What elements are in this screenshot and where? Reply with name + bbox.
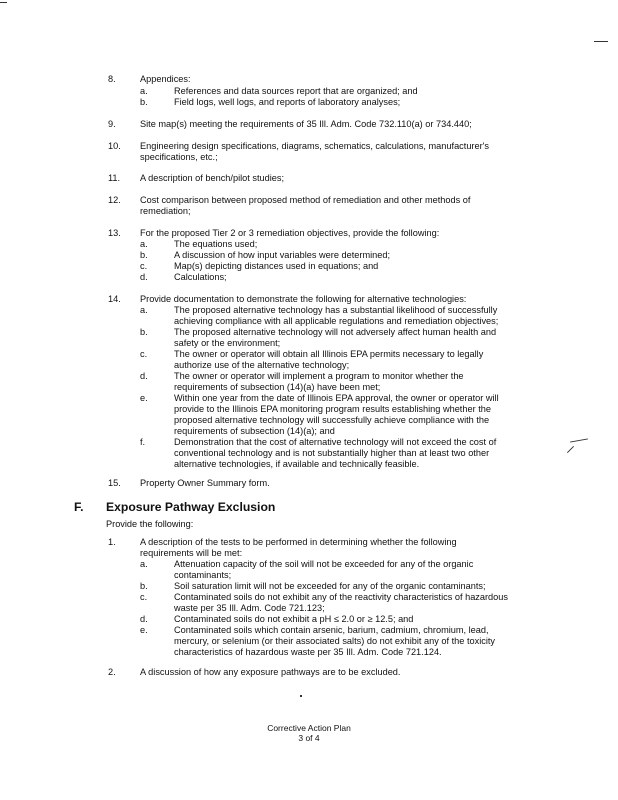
item-number: 11. xyxy=(108,173,121,183)
item-number: 2. xyxy=(108,667,116,677)
item-text: Engineering design specifications, diagrams, schematics, calculations, manufacturer's xyxy=(140,141,490,151)
sub-label: b. xyxy=(140,250,148,260)
sub-text: Soil saturation limit will not be exceeded for any of the organic contaminants; xyxy=(174,581,486,591)
sub-text: Contaminated soils do not exhibit a pH ≤ 2.0 or ≥ 12.5; and xyxy=(174,614,414,624)
sub-text: The owner or operator will implement a program to monitor whether the xyxy=(174,371,464,381)
sub-text: The proposed alternative technology has a substantial likelihood of successfully xyxy=(174,305,498,315)
sub-text: Map(s) depicting distances used in equations; and xyxy=(174,261,379,271)
item-text: Property Owner Summary form. xyxy=(140,478,270,488)
item-number: 8. xyxy=(108,74,116,84)
sub-label: f. xyxy=(140,437,146,447)
sub-text: A discussion of how input variables were determined; xyxy=(174,250,391,260)
sub-label: b. xyxy=(140,581,148,591)
scan-mark xyxy=(594,41,608,42)
item-text: requirements will be met: xyxy=(140,548,243,558)
sub-label: a. xyxy=(140,86,148,96)
item-text: A description of the tests to be performed in determining whether the following xyxy=(140,537,457,547)
sub-text: provide to the Illinois EPA monitoring program results establishing whether the xyxy=(174,404,491,414)
sub-text: Contaminated soils which contain arsenic, barium, cadmium, chromium, lead, xyxy=(174,625,489,635)
sub-label: d. xyxy=(140,272,148,282)
sub-text: achieving compliance with all applicable regulations and remediation objectives; xyxy=(174,316,499,326)
item-text: Cost comparison between proposed method of remediation and other methods of xyxy=(140,195,471,205)
section-letter: F. xyxy=(74,500,84,514)
sub-text: waste per 35 Ill. Adm. Code 721.123; xyxy=(174,603,325,613)
sub-label: a. xyxy=(140,559,148,569)
sub-label: e. xyxy=(140,393,148,403)
sub-text: mercury, or selenium (or their associated salts) do not exhibit any of the toxicity xyxy=(174,636,496,646)
item-text: remediation; xyxy=(140,206,191,216)
item-text: specifications, etc.; xyxy=(140,152,218,162)
sub-text: proposed alternative technology will successfully achieve compliance with the xyxy=(174,415,490,425)
item-number: 1. xyxy=(108,537,116,547)
sub-text: Within one year from the date of Illinois EPA approval, the owner or operator will xyxy=(174,393,499,403)
item-text: Site map(s) meeting the requirements of 35 Ill. Adm. Code 732.110(a) or 734.440; xyxy=(140,119,472,129)
item-text: A discussion of how any exposure pathways are to be excluded. xyxy=(140,667,401,677)
sub-label: a. xyxy=(140,239,148,249)
sub-label: e. xyxy=(140,625,148,635)
footer-title: Corrective Action Plan xyxy=(267,723,351,733)
scan-mark xyxy=(570,438,588,442)
sub-text: The owner or operator will obtain all Illinois EPA permits necessary to legally xyxy=(174,349,484,359)
sub-text: authorize use of the alternative technology; xyxy=(174,360,350,370)
item-number: 12. xyxy=(108,195,121,205)
sub-text: The equations used; xyxy=(174,239,258,249)
sub-text: contaminants; xyxy=(174,570,232,580)
sub-text: Attenuation capacity of the soil will not be exceeded for any of the organic xyxy=(174,559,474,569)
sub-text: Field logs, well logs, and reports of laboratory analyses; xyxy=(174,97,401,107)
item-text: Provide documentation to demonstrate the following for alternative technologies: xyxy=(140,294,467,304)
sub-text: conventional technology and is not substantially higher than at least two other xyxy=(174,448,490,458)
item-number: 14. xyxy=(108,294,121,304)
sub-label: b. xyxy=(140,97,148,107)
sub-label: c. xyxy=(140,349,148,359)
sub-text: requirements of subsection (14)(a) have been met; xyxy=(174,382,381,392)
sub-label: c. xyxy=(140,592,148,602)
sub-label: d. xyxy=(140,614,148,624)
sub-label: d. xyxy=(140,371,148,381)
item-text: Appendices: xyxy=(140,74,191,84)
sub-label: b. xyxy=(140,327,148,337)
scan-mark xyxy=(567,446,574,453)
item-number: 10. xyxy=(108,141,121,151)
sub-text: Calculations; xyxy=(174,272,227,282)
section-title: Exposure Pathway Exclusion xyxy=(106,500,276,514)
sub-text: Demonstration that the cost of alternative technology will not exceed the cost of xyxy=(174,437,497,447)
item-text: For the proposed Tier 2 or 3 remediation objectives, provide the following: xyxy=(140,228,440,238)
sub-text: characteristics of hazardous waste per 35 Ill. Adm. Code 721.124. xyxy=(174,647,442,657)
sub-text: requirements of subsection (14)(a); and xyxy=(174,426,335,436)
scan-mark xyxy=(0,2,7,3)
item-number: 9. xyxy=(108,119,116,129)
section-intro: Provide the following: xyxy=(106,519,194,529)
sub-text: The proposed alternative technology will not adversely affect human health and xyxy=(174,327,497,337)
item-text: A description of bench/pilot studies; xyxy=(140,173,285,183)
scan-mark xyxy=(300,695,302,697)
sub-text: safety or the environment; xyxy=(174,338,281,348)
sub-text: alternative technologies, if available and technically feasible. xyxy=(174,459,420,469)
item-number: 15. xyxy=(108,478,121,488)
item-number: 13. xyxy=(108,228,121,238)
sub-text: References and data sources report that are organized; and xyxy=(174,86,418,96)
footer-page-number: 3 of 4 xyxy=(298,733,320,743)
sub-text: Contaminated soils do not exhibit any of the reactivity characteristics of hazardous xyxy=(174,592,508,602)
sub-label: c. xyxy=(140,261,148,271)
sub-label: a. xyxy=(140,305,148,315)
